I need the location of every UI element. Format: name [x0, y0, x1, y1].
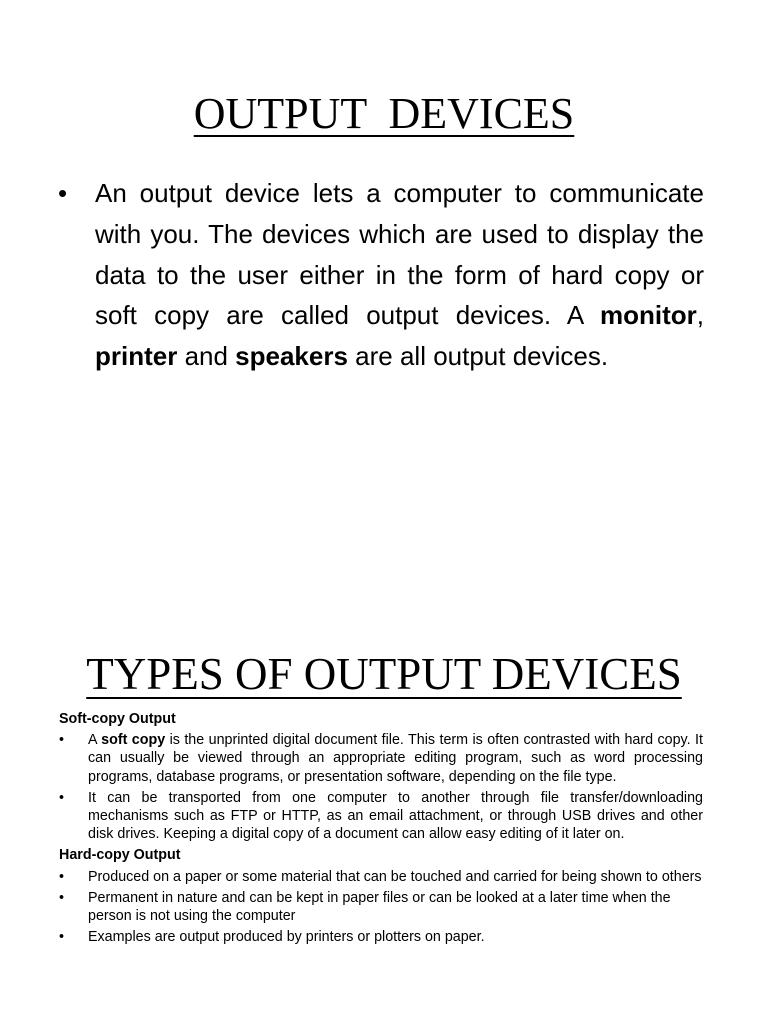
soft-copy-heading: Soft-copy Output: [59, 711, 176, 727]
text-rest: is the unprinted digital document file. This term is often contrasted with hard copy. It can usually be viewed through an appropriate editing program, such as word processing programs, database programs, or presentation software, depending on the file type.: [88, 732, 703, 785]
bullet-marker: •: [59, 889, 65, 906]
bold-term-speakers: speakers: [235, 341, 348, 372]
slide-title-types: [0, 645, 768, 703]
bullet-text-part: An output device lets a computer to communicate with you. The devices which are used to display the data to the user either in the form of hard copy or soft copy are called output devices. A: [95, 178, 704, 331]
list-item-text: Examples are output produced by printers or plotters on paper.: [88, 929, 485, 946]
slide-title-types-text: TYPES OF OUTPUT DEVICES: [86, 649, 682, 699]
list-item: [59, 731, 703, 786]
slide-title-text: OUTPUT DEVICES: [193, 89, 575, 138]
bold-term-printer: printer: [95, 341, 178, 372]
list-item-text: Produced on a paper or some material that can be touched and carried for being shown to others: [88, 868, 702, 885]
bullet-marker: •: [59, 868, 65, 885]
list-item-text: [88, 731, 703, 786]
bullet-item: [58, 173, 704, 377]
bold-term-monitor: monitor: [600, 300, 697, 331]
comma: ,: [696, 300, 704, 331]
list-item: [59, 789, 703, 844]
text-and: and: [177, 341, 236, 372]
bullet-marker: •: [59, 929, 65, 946]
list-item: [59, 889, 703, 925]
bold-term-soft-copy: soft copy: [101, 732, 166, 749]
slide-title: [0, 84, 768, 144]
list-item-text: Permanent in nature and can be kept in paper files or can be looked at a later time when the person is not using the computer: [88, 889, 671, 925]
text-end: are all output devices.: [347, 341, 609, 372]
bullet-marker: •: [58, 178, 68, 208]
hard-copy-heading: Hard-copy Output: [59, 847, 181, 864]
bullet-marker: •: [59, 789, 65, 806]
list-item: [59, 928, 703, 946]
slide-body: [59, 710, 703, 949]
list-item: [59, 868, 703, 886]
bullet-marker: •: [59, 732, 65, 749]
text-prefix: A: [88, 732, 102, 749]
list-item-text: It can be transported from one computer to another through file transfer/downloading mechanisms such as FTP or HTTP, as an email attachment, or through USB drives and other disk drives. Keeping a digital copy of a document can allow easy editing of it later on.: [88, 789, 703, 843]
bullet-text: [95, 173, 704, 377]
